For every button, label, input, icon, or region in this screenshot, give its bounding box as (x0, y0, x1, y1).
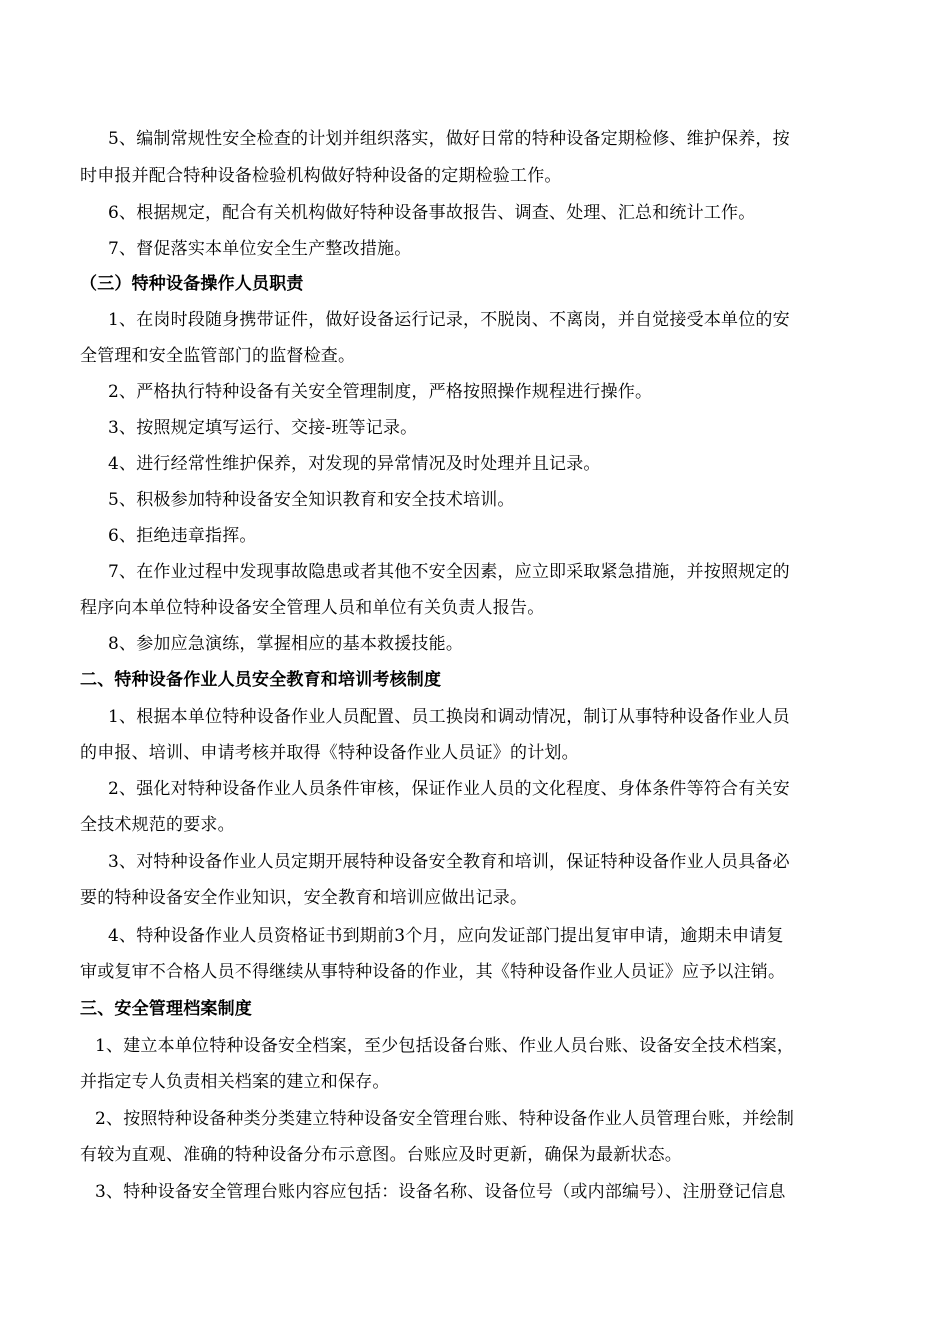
paragraph-line: 5、编制常规性安全检查的计划并组织落实，做好日常的特种设备定期检修、维护保养，按 (108, 129, 790, 149)
paragraph-line: 2、严格执行特种设备有关安全管理制度，严格按照操作规程进行操作。 (108, 382, 653, 402)
paragraph-line: 有较为直观、准确的特种设备分布示意图。台账应及时更新，确保为最新状态。 (80, 1145, 682, 1165)
paragraph-line: 2、强化对特种设备作业人员条件审核，保证作业人员的文化程度、身体条件等符合有关安 (108, 779, 790, 799)
paragraph-line: 程序向本单位特种设备安全管理人员和单位有关负责人报告。 (80, 598, 545, 618)
paragraph-line: 2、按照特种设备种类分类建立特种设备安全管理台账、特种设备作业人员管理台账，并绘制 (95, 1109, 795, 1129)
paragraph-line: 4、进行经常性维护保养，对发现的异常情况及时处理并且记录。 (108, 454, 601, 474)
paragraph-line: 要的特种设备安全作业知识，安全教育和培训应做出记录。 (80, 888, 528, 908)
paragraph-line: 1、在岗时段随身携带证件，做好设备运行记录，不脱岗、不离岗，并自觉接受本单位的安 (108, 310, 790, 330)
paragraph-line: 8、参加应急演练，掌握相应的基本救援技能。 (108, 634, 464, 654)
paragraph-line: 审或复审不合格人员不得继续从事特种设备的作业，其《特种设备作业人员证》应予以注销。 (80, 962, 786, 982)
paragraph-line: 6、根据规定，配合有关机构做好特种设备事故报告、调查、处理、汇总和统计工作。 (108, 203, 756, 223)
paragraph-line: 并指定专人负责相关档案的建立和保存。 (80, 1072, 390, 1092)
paragraph-line: 全管理和安全监管部门的监督检查。 (80, 346, 356, 366)
paragraph-line: 时申报并配合特种设备检验机构做好特种设备的定期检验工作。 (80, 166, 562, 186)
section-heading: 三、安全管理档案制度 (80, 999, 252, 1019)
paragraph-line: 全技术规范的要求。 (80, 815, 235, 835)
paragraph-line: 4、特种设备作业人员资格证书到期前3个月，应向发证部门提出复审申请，逾期未申请复 (108, 926, 784, 946)
paragraph-line: 3、特种设备安全管理台账内容应包括：设备名称、设备位号（或内部编号）、注册登记信息 (95, 1182, 786, 1202)
paragraph-line: 的申报、培训、申请考核并取得《特种设备作业人员证》的计划。 (80, 743, 579, 763)
paragraph-line: 3、对特种设备作业人员定期开展特种设备安全教育和培训，保证特种设备作业人员具备必 (108, 852, 790, 872)
paragraph-line: 3、按照规定填写运行、交接-班等记录。 (108, 418, 418, 438)
paragraph-line: 7、在作业过程中发现事故隐患或者其他不安全因素，应立即采取紧急措施，并按照规定的 (108, 562, 790, 582)
section-heading: 二、特种设备作业人员安全教育和培训考核制度 (80, 670, 442, 690)
paragraph-line: 1、根据本单位特种设备作业人员配置、员工换岗和调动情况，制订从事特种设备作业人员 (108, 707, 790, 727)
section-heading: （三）特种设备操作人员职责 (80, 274, 304, 294)
paragraph-line: 5、积极参加特种设备安全知识教育和安全技术培训。 (108, 490, 515, 510)
paragraph-line: 6、拒绝违章指挥。 (108, 526, 257, 546)
paragraph-line: 1、建立本单位特种设备安全档案，至少包括设备台账、作业人员台账、设备安全技术档案， (95, 1036, 795, 1056)
paragraph-line: 7、督促落实本单位安全生产整改措施。 (108, 239, 412, 259)
